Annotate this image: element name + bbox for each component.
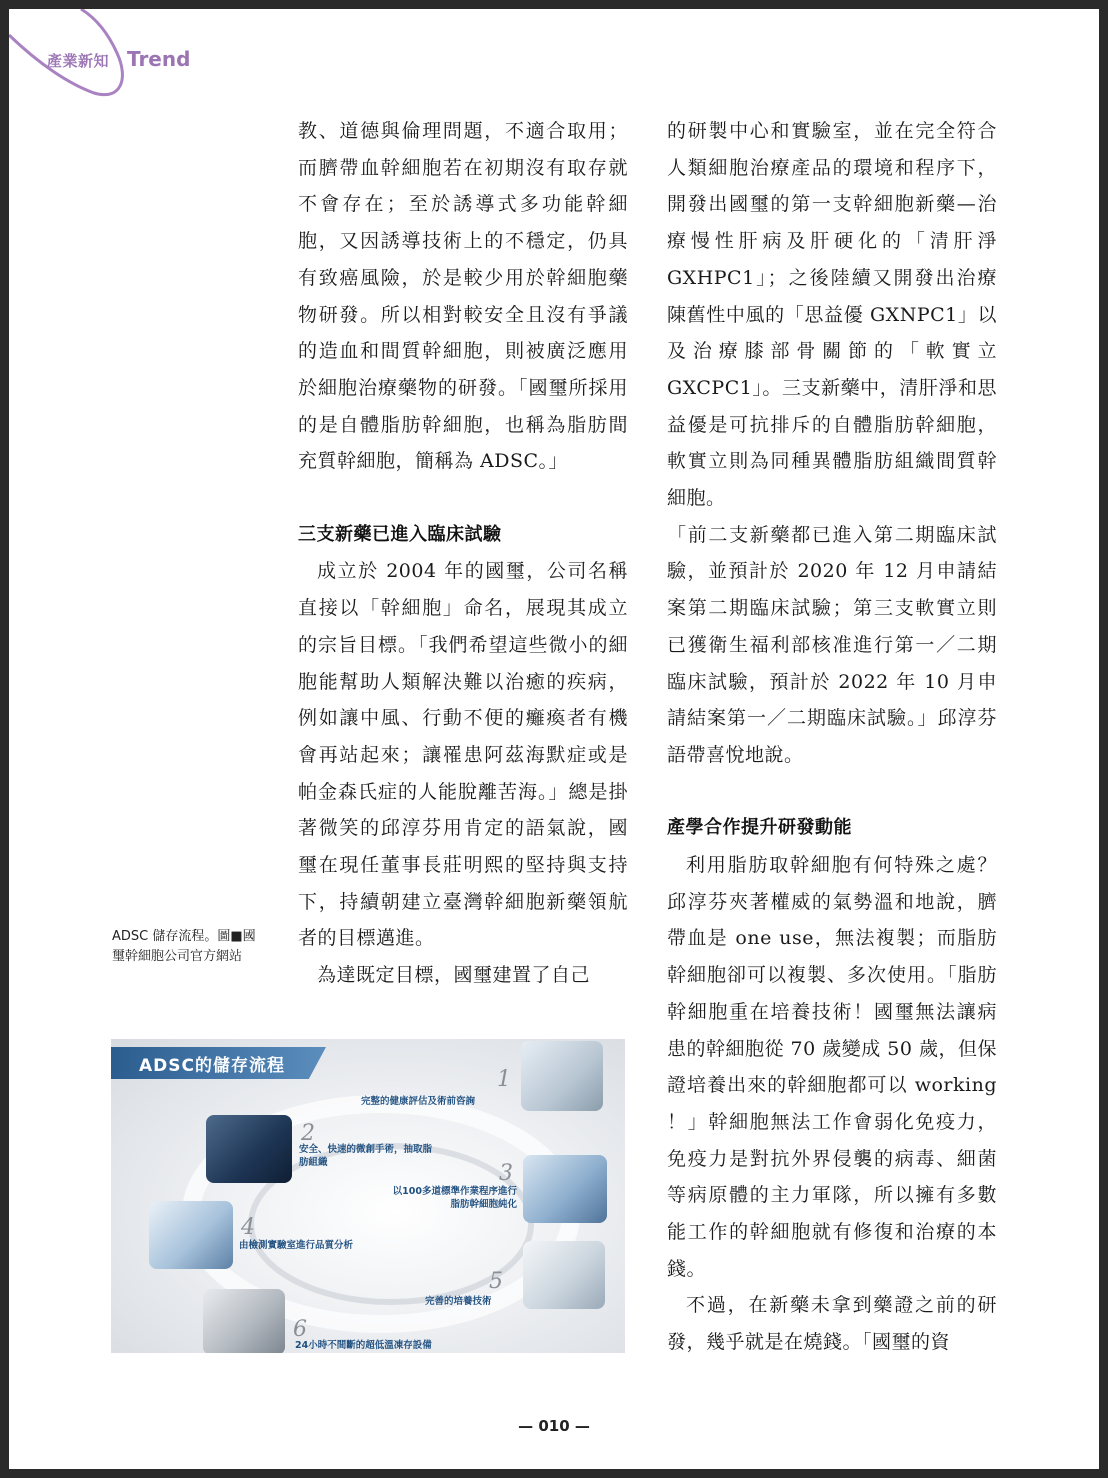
article-column-right	[667, 113, 997, 1361]
paragraph: 利用脂肪取幹細胞有何特殊之處？邱淳芬夾著權威的氣勢溫和地說，臍帶血是 one use，無法複製；而脂肪幹細胞卻可以複製、多次使用。「脂肪幹細胞重在培養技術！國璽無法讓病患的幹細胞從 70 歲變成 50 歲，但保證培養出來的幹細胞都可以 working ！」幹細胞無法工作會弱化免疫力，免疫力是對抗外界侵襲的病毒、細菌等病原體的主力軍隊，所以擁有多數能工作的幹細胞就有修復和治療的本錢。	[667, 854, 998, 1280]
section-header	[9, 9, 209, 119]
figure-title: ADSC的儲存流程	[139, 1056, 285, 1076]
magazine-page	[9, 9, 1099, 1469]
step-label: 由檢測實驗室進行品質分析	[239, 1240, 354, 1251]
spacer	[667, 774, 997, 811]
step-number: 2	[301, 1121, 315, 1146]
paragraph: 不過，在新藥未拿到藥證之前的研發，幾乎就是在燒錢。「國璽的資	[667, 1294, 997, 1354]
subheading: 三支新藥已進入臨床試驗	[298, 523, 502, 545]
step-label: 以100多道標準作業程序進行脂肪幹細胞純化	[392, 1186, 517, 1210]
lab-purification-photo	[523, 1155, 607, 1223]
figure-caption: ADSC 儲存流程。圖■國璽幹細胞公司官方網站	[112, 929, 256, 964]
paragraph: 的研製中心和實驗室，並在完全符合人類細胞治療產品的環境和程序下，開發出國璽的第一支幹細胞新藥—治療慢性肝病及肝硬化的「清肝淨 GXHPC1」；之後陸續又開發出治療陳舊性中風的「思益優 GXNPC1」以及治療膝部骨關節的「軟實立 GXCPC1」。三支新藥中，清肝淨和思益優是可抗排斥的自體脂肪幹細胞，軟實立則為同種異體脂肪組織間質幹細胞。	[667, 120, 997, 510]
step-number: 5	[489, 1269, 503, 1294]
section-label-zh: 產業新知	[47, 52, 110, 70]
step-label: 完善的培養技術	[425, 1296, 492, 1307]
paragraph: 教、道德與倫理問題，不適合取用；而臍帶血幹細胞若在初期沒有取存就不會存在；至於誘導式多功能幹細胞，又因誘導技術上的不穩定，仍具有致癌風險，於是較少用於幹細胞藥物研發。所以相對較安全且沒有爭議的造血和間質幹細胞，則被廣泛應用於細胞治療藥物的研發。「國璽所採用的是自體脂肪幹細胞，也稱為脂肪間充質幹細胞，簡稱為 ADSC。」	[298, 120, 628, 473]
quality-analysis-photo	[149, 1201, 233, 1269]
paragraph: 成立於 2004 年的國璽，公司名稱直接以「幹細胞」命名，展現其成立的宗旨目標。「我們希望這些微小的細胞能幫助人類解決難以治癒的疾病，例如讓中風、行動不便的癱瘓者有機會再站起來；讓罹患阿茲海默症或是帕金森氏症的人能脫離苦海。」總是掛著微笑的邱淳芬用肯定的語氣說，國璽在現任董事長莊明熙的堅持與支持下，持續朝建立臺灣幹細胞新藥領航者的目標邁進。	[298, 560, 628, 950]
adsc-storage-process-figure	[111, 1039, 625, 1353]
paragraph: 為達既定目標，國璽建置了自己	[317, 964, 591, 987]
step-label: 完整的健康評估及術前咨詢	[361, 1096, 476, 1107]
doctor-consultation-photo	[521, 1041, 603, 1111]
cell-culture-photo	[523, 1241, 605, 1309]
spacer	[298, 480, 628, 517]
step-number: 4	[241, 1215, 255, 1240]
cryogenic-storage-photo	[203, 1289, 285, 1353]
step-number: 3	[499, 1161, 513, 1186]
page-number: — 010 —	[518, 1417, 590, 1435]
step-number: 6	[293, 1317, 307, 1342]
step-label: 24小時不間斷的超低溫凍存設備	[295, 1340, 432, 1351]
step-number: 1	[497, 1067, 511, 1092]
surgery-photo	[206, 1115, 292, 1183]
subheading: 產學合作提升研發動能	[667, 817, 852, 839]
paragraph: 「前二支新藥都已進入第二期臨床試驗，並預計於 2020 年 12 月申請結案第二期臨床試驗；第三支軟實立則已獲衛生福利部核准進行第一／二期臨床試驗，預計於 2022 年 10 月申請結案第一／二期臨床試驗。」邱淳芬語帶喜悅地說。	[667, 523, 997, 766]
article-column-left	[298, 113, 628, 994]
step-label: 安全、快速的微創手術，抽取脂肪組織	[299, 1144, 433, 1168]
section-label-en: Trend	[127, 47, 191, 71]
